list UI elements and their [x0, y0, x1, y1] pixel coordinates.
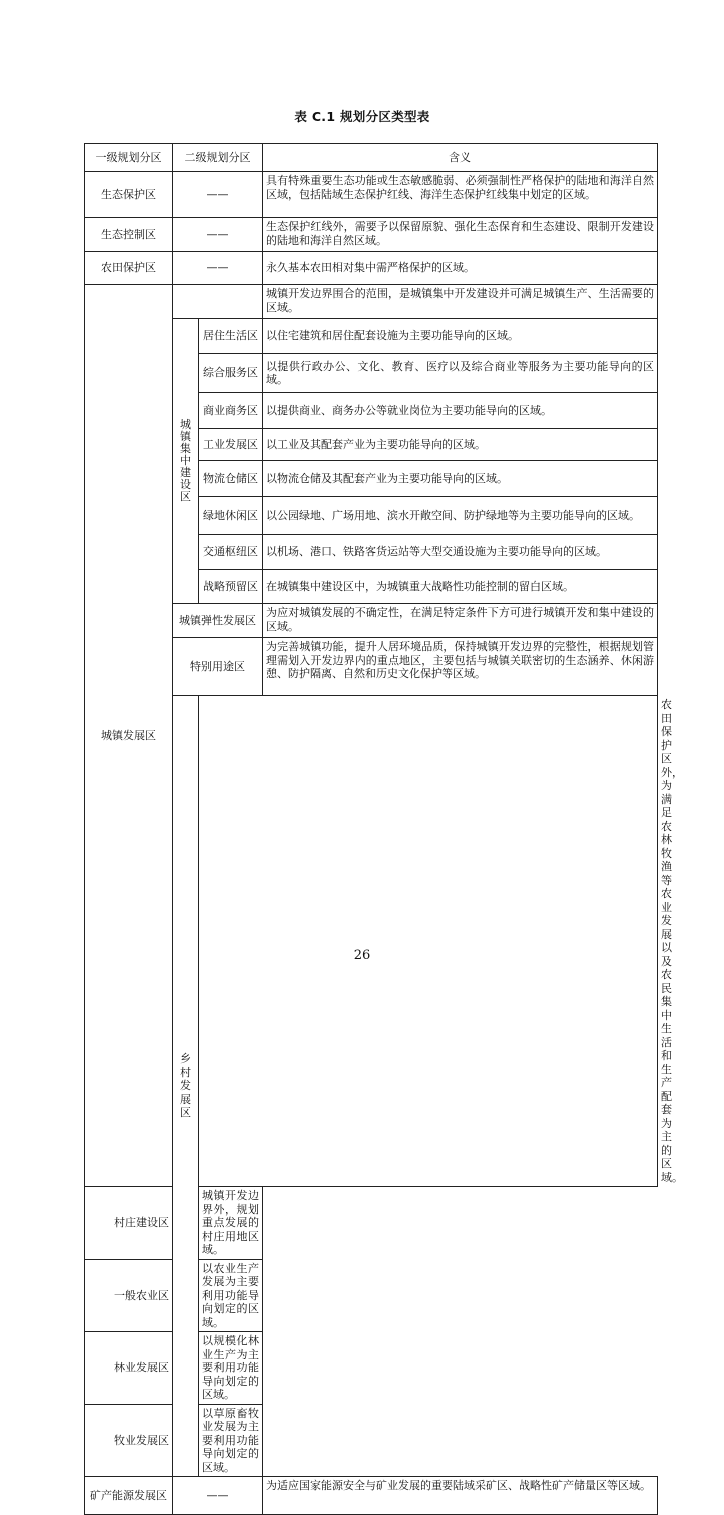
subzone-name: 村庄建设区 [85, 1187, 199, 1260]
zone-name: 生态保护区 [85, 172, 173, 218]
subzone-empty [199, 696, 658, 1187]
subzone-name: 城镇集中建设区 [180, 417, 191, 503]
table-title: 表 C.1 规划分区类型表 [294, 109, 430, 124]
zone-name: 乡村发展区 [173, 696, 199, 1477]
subzone-name: 战略预留区 [199, 570, 263, 604]
subzone-meaning: 以提供行政办公、文化、教育、医疗以及综合商业等服务为主要功能导向的区域。 [263, 354, 658, 393]
table-row [85, 252, 658, 285]
header-level1: 一级规划分区 [85, 144, 173, 172]
zone-meaning: 永久基本农田相对集中需严格保护的区域。 [263, 252, 658, 285]
zone-meaning: 具有特殊重要生态功能或生态敏感脆弱、必须强制性严格保护的陆地和海洋自然区域，包括陆域生态保护红线、海洋生态保护红线集中划定的区域。 [263, 172, 658, 218]
subzone-meaning: 以农业生产发展为主要利用功能导向划定的区域。 [199, 1259, 263, 1332]
subzone-meaning: 城镇开发边界外，规划重点发展的村庄用地区域。 [199, 1187, 263, 1260]
subzone-meaning: 以公园绿地、广场用地、滨水开敞空间、防护绿地等为主要功能导向的区域。 [263, 497, 658, 535]
subzone-name: 综合服务区 [199, 354, 263, 393]
subzone-dash: —— [173, 252, 263, 285]
subzone-meaning: 以工业及其配套产业为主要功能导向的区域。 [263, 429, 658, 461]
table-row [85, 172, 658, 218]
subzone-meaning: 以机场、港口、铁路客货运站等大型交通设施为主要功能导向的区域。 [263, 535, 658, 570]
subzone-meaning: 以物流仓储及其配套产业为主要功能导向的区域。 [263, 461, 658, 497]
zone-name: 矿产能源发展区 [85, 1477, 173, 1515]
subzone-name: 绿地休闲区 [199, 497, 263, 535]
subzone-meaning: 以住宅建筑和居住配套设施为主要功能导向的区域。 [263, 319, 658, 354]
zone-name: 生态控制区 [85, 218, 173, 252]
subzone-vertical-label [173, 319, 199, 604]
subzone-dash: —— [173, 218, 263, 252]
subzone-meaning: 以规模化林业生产为主要利用功能导向划定的区域。 [199, 1332, 263, 1405]
subzone-meaning: 以草原畜牧业发展为主要利用功能导向划定的区域。 [199, 1404, 263, 1477]
table-row [85, 1404, 658, 1477]
header-row [85, 144, 658, 172]
subzone-name: 牧业发展区 [85, 1404, 199, 1477]
table-row [85, 1477, 658, 1515]
zone-name: 农田保护区 [85, 252, 173, 285]
subzone-name: 物流仓储区 [199, 461, 263, 497]
table-row [85, 1259, 658, 1332]
subzone-dash: —— [173, 172, 263, 218]
subzone-name: 交通枢纽区 [199, 535, 263, 570]
subzone-name: 城镇弹性发展区 [173, 604, 263, 638]
subzone-meaning: 为应对城镇发展的不确定性，在满足特定条件下方可进行城镇开发和集中建设的区域。 [263, 604, 658, 638]
table-row [85, 1332, 658, 1405]
table-row [85, 285, 658, 319]
subzone-name: 特别用途区 [173, 638, 263, 696]
header-meaning: 含义 [263, 144, 658, 172]
zone-meaning: 城镇开发边界围合的范围，是城镇集中开发建设并可满足城镇生产、生活需要的区域。 [263, 285, 658, 319]
header-level2: 二级规划分区 [173, 144, 263, 172]
zone-meaning: 生态保护红线外，需要予以保留原貌、强化生态保育和生态建设、限制开发建设的陆地和海洋自然区域。 [263, 218, 658, 252]
subzone-dash: —— [173, 1477, 263, 1515]
subzone-name: 工业发展区 [199, 429, 263, 461]
subzone-empty [173, 285, 263, 319]
subzone-meaning: 为完善城镇功能，提升人居环境品质，保持城镇开发边界的完整性，根据规划管理需划入开发边界内的重点地区，主要包括与城镇关联密切的生态涵养、休闲游憩、防护隔离、自然和历史文化保护等区域。 [263, 638, 658, 696]
subzone-name: 林业发展区 [85, 1332, 199, 1405]
subzone-meaning: 在城镇集中建设区中，为城镇重大战略性功能控制的留白区域。 [263, 570, 658, 604]
zone-name: 城镇发展区 [85, 285, 173, 1187]
table-row [85, 218, 658, 252]
zone-meaning: 为适应国家能源安全与矿业发展的重要陆域采矿区、战略性矿产储量区等区域。 [263, 1477, 658, 1515]
table-row [85, 1187, 658, 1260]
table-row: 乡村发展区 农田保护区外，为满足农林牧渔等农业发展以及农民集中生活和生产配套为主的区域。 [85, 696, 658, 1187]
subzone-name: 商业商务区 [199, 393, 263, 429]
page-number: 26 [353, 948, 371, 963]
subzone-name: 居住生活区 [199, 319, 263, 354]
subzone-meaning: 以提供商业、商务办公等就业岗位为主要功能导向的区域。 [263, 393, 658, 429]
subzone-name: 一般农业区 [85, 1259, 199, 1332]
zoning-table [84, 143, 683, 1515]
